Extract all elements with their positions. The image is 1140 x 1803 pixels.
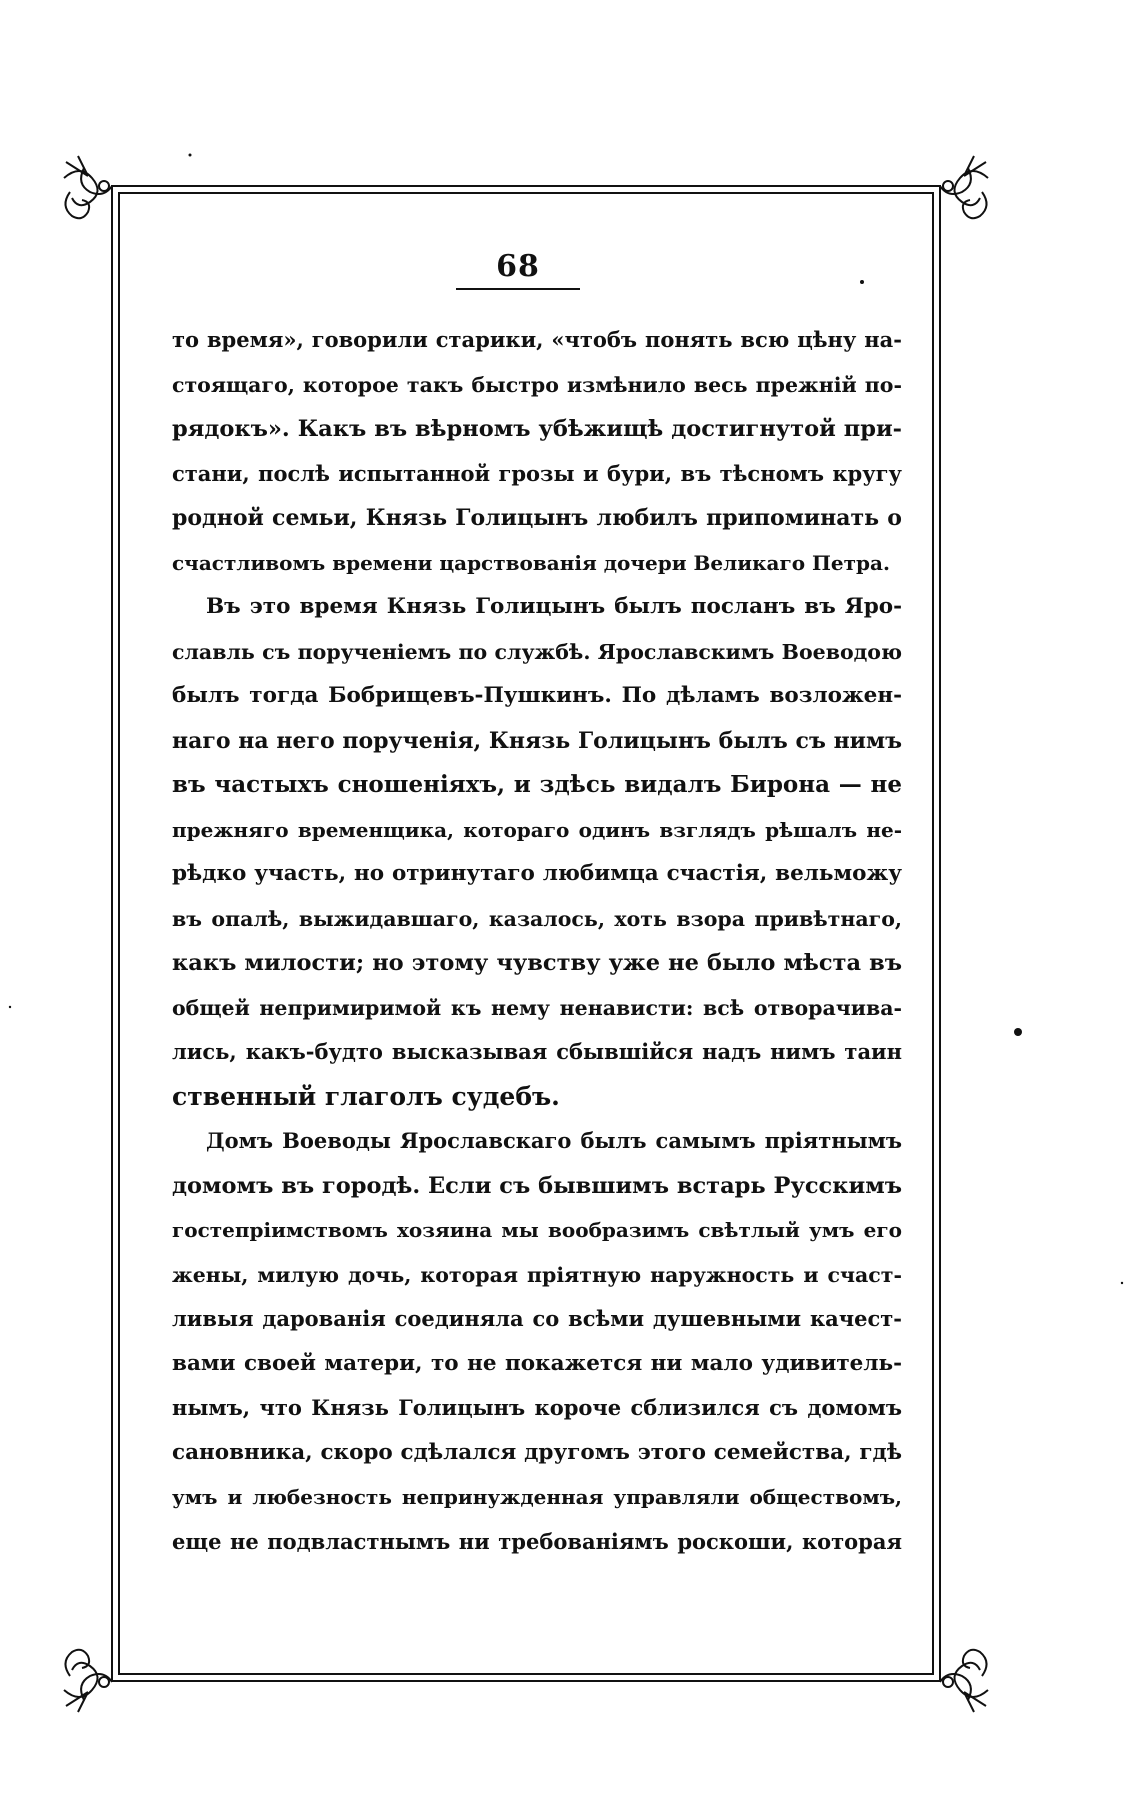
- text-line: ственный глаголъ судебъ.: [172, 1081, 560, 1111]
- body-text: [172, 318, 902, 1564]
- text-line: Въ это время Князь Голицынъ былъ посланъ въ Яро-: [206, 594, 902, 619]
- text-line: наго на него порученія, Князь Голицынъ былъ съ нимъ: [172, 727, 902, 754]
- text-line: то время», говорили старики, «чтобъ понять всю цѣну на-: [172, 327, 902, 352]
- paragraph-2: [172, 585, 902, 1119]
- corner-ornament-bottom-right: [940, 1650, 988, 1712]
- text-line: былъ тогда Бобрищевъ-Пушкинъ. По дѣламъ возложен-: [172, 683, 902, 708]
- corner-ornament-top-left: [64, 156, 112, 218]
- page-number: 68: [496, 249, 540, 284]
- text-line: умъ и любезность непринужденная управляли обществомъ,: [172, 1485, 902, 1509]
- text-line: гостепріимствомъ хозяина мы вообразимъ свѣтлый умъ его: [172, 1218, 902, 1242]
- text-line: какъ милости; но этому чувству уже не было мѣста въ: [172, 950, 902, 976]
- text-line: стоящаго, которое такъ быстро измѣнило весь прежній по-: [172, 372, 902, 397]
- text-line: нымъ, что Князь Голицынъ короче сблизился съ домомъ: [172, 1395, 902, 1420]
- text-line: стани, послѣ испытанной грозы и бури, въ тѣсномъ кругу: [172, 460, 902, 486]
- text-line: счастливомъ времени царствованія дочери Великаго Петра.: [172, 550, 890, 575]
- text-line: сановника, скоро сдѣлался другомъ этого семейства, гдѣ: [172, 1439, 902, 1465]
- text-line: прежняго временщика, котораго одинъ взглядъ рѣшалъ не-: [172, 817, 902, 842]
- text-line: ливыя дарованія соединяла со всѣми душевными качест-: [172, 1306, 902, 1331]
- corner-ornament-top-right: [940, 156, 988, 218]
- page-number-rule: [456, 288, 580, 290]
- text-line: домомъ въ городѣ. Если съ бывшимъ встарь Русскимъ: [172, 1172, 902, 1199]
- text-line: вами своей матери, то не покажется ни мало удивитель-: [172, 1350, 902, 1376]
- paragraph-1: [172, 318, 902, 585]
- text-line: рѣдко участь, но отринутаго любимца счастія, вельможу: [172, 861, 902, 886]
- corner-ornament-bottom-left: [64, 1650, 112, 1712]
- text-line: родной семьи, Князь Голицынъ любилъ припоминать о: [172, 505, 902, 531]
- text-line: Домъ Воеводы Ярославскаго былъ самымъ пріятнымъ: [206, 1128, 902, 1153]
- paragraph-3: [172, 1119, 902, 1564]
- text-line: общей непримиримой къ нему ненависти: всѣ отворачива-: [172, 995, 902, 1020]
- text-line: лись, какъ-будто высказывая сбывшійся надъ нимъ таин: [172, 1039, 902, 1064]
- text-line: въ опалѣ, выжидавшаго, казалось, хоть взора привѣтнаго,: [172, 906, 902, 931]
- text-line: славль съ порученіемъ по службѣ. Ярославскимъ Воеводою: [172, 639, 902, 664]
- text-line: въ частыхъ сношеніяхъ, и здѣсь видалъ Бирона — не: [172, 771, 902, 798]
- text-line: жены, милую дочь, которая пріятную наружность и счаст-: [172, 1262, 902, 1287]
- text-line: рядокъ». Какъ въ вѣрномъ убѣжищѣ достигнутой при-: [172, 416, 902, 442]
- text-line: еще не подвластнымъ ни требованіямъ роскоши, которая: [172, 1528, 902, 1554]
